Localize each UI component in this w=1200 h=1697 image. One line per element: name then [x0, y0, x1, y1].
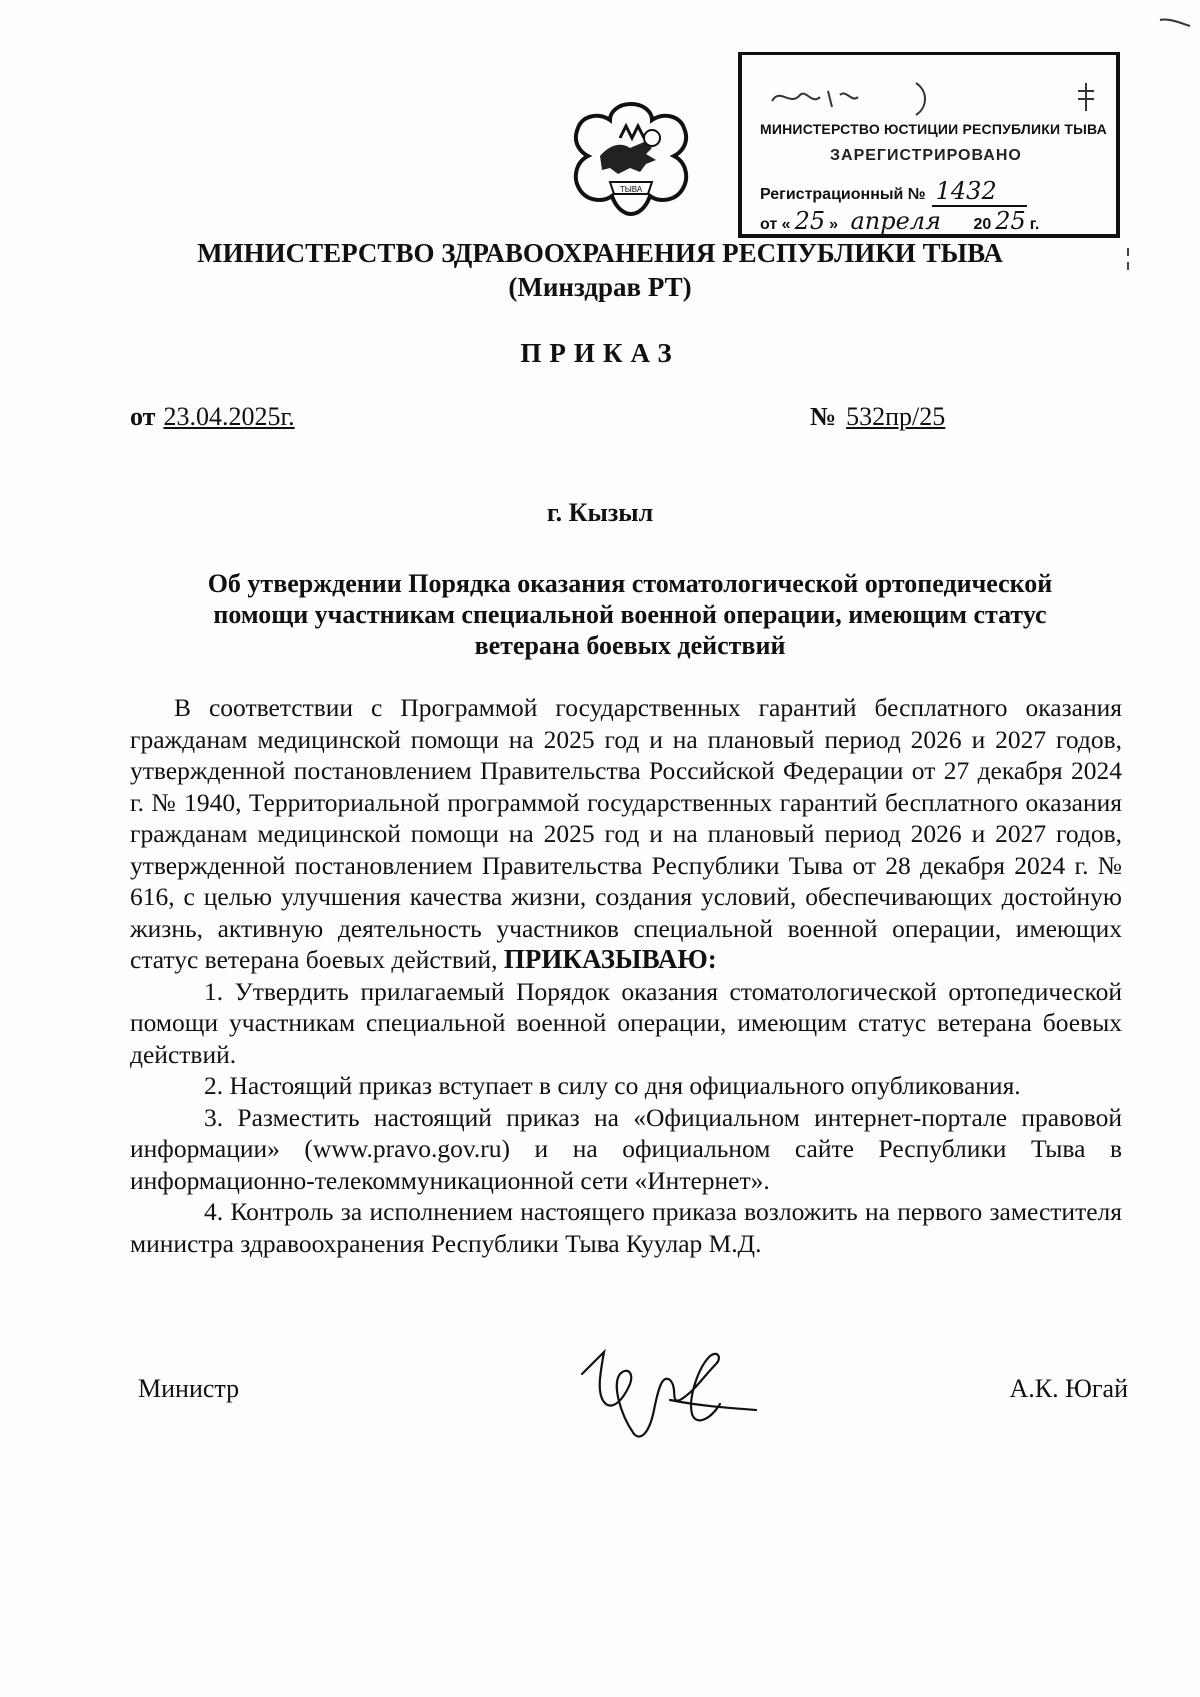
order-word: ПРИКАЗЫВАЮ: [503, 944, 717, 974]
stamp-reg-number: 1432 [932, 177, 1027, 207]
order-number-label: № [810, 402, 837, 431]
stamp-date-month: апреля [842, 207, 969, 237]
stamp-date-line [760, 207, 1039, 235]
stamp-date-day: 25 [791, 207, 830, 237]
stamp-date-prefix: от « [760, 216, 791, 233]
order-title: Об утверждении Порядка оказания стоматологической ортопедической помощи участникам специальной военной операции, имеющим статус ветерана боевых действий [207, 569, 1053, 660]
stamp-status: ЗАРЕГИСТРИРОВАНО [830, 147, 1022, 164]
order-body [130, 692, 1122, 1259]
city-label: г. Кызыл [546, 498, 654, 527]
stamp-org: МИНИСТЕРСТВО ЮСТИЦИИ РЕСПУБЛИКИ ТЫВА [760, 121, 1107, 137]
stamp-date-mid: » [829, 216, 839, 233]
ministry-short-name: (Минздрав РТ) [508, 272, 692, 302]
signatory-position: Министр [138, 1374, 240, 1403]
order-number-value: 532пр/25 [846, 402, 946, 431]
stamp-year-prefix: 20 [973, 216, 992, 233]
order-item-4: 4. Контроль за исполнением настоящего приказа возложить на первого заместителя министра здравоохранения Республики Тыва Куулар М.Д. [130, 1197, 1122, 1258]
edge-scan-mark [1126, 246, 1130, 272]
emblem-label: ТЫВА [619, 185, 643, 194]
handwritten-signature [570, 1334, 760, 1446]
order-date [130, 402, 295, 432]
stamp-date-suffix: г. [1029, 216, 1040, 233]
stamp-reg-label: Регистрационный № [760, 186, 926, 203]
order-date-value: 23.04.2025г. [163, 402, 295, 431]
order-number [810, 402, 945, 432]
order-date-label: от [130, 402, 156, 431]
ministry-heading: МИНИСТЕРСТВО ЗДРАВООХРАНЕНИЯ РЕСПУБЛИКИ ТЫВА [197, 238, 1003, 268]
order-item-1: 1. Утвердить прилагаемый Порядок оказания стоматологической ортопедической помощи участникам специальной военной операции, имеющим статус ветерана боевых действий. [130, 976, 1122, 1069]
registration-stamp [738, 52, 1120, 238]
corner-scan-mark [1158, 14, 1192, 32]
order-item-2: 2. Настоящий приказ вступает в силу со дня официального опубликования. [204, 1071, 1021, 1100]
signatory-name: А.К. Югай [1009, 1374, 1128, 1403]
order-item-3: 3. Разместить настоящий приказ на «Официальном интернет-портале правовой информации» (www.pravo.gov.ru) и на официальном сайте Республики Тыва в информационно-телекоммуникационной сети «Интернет». [130, 1102, 1122, 1195]
document-type-heading: ПРИКАЗ [520, 338, 680, 368]
preamble-text: В соответствии с Программой государственных гарантий бесплатного оказания гражданам медицинской помощи на 2025 год и на плановый период 2026 и 2027 годов, утвержденной постановлением Правительства Российской Федерации от 27 декабря 2024 г. № 1940, Территориальной программой государственных гарантий бесплатного оказания гражданам медицинской помощи на 2025 год и на плановый период 2026 и 2027 годов, утвержденной постановлением Правительства Республики Тыва от 28 декабря 2024 г. № 616, с целью улучшения качества жизни, создания условий, обеспечивающих достойную жизнь, активную деятельность участников специальной военной операции, имеющих статус ветерана боевых действий, [130, 693, 1122, 974]
stamp-year-suffix: 25 [991, 207, 1030, 237]
preamble-paragraph [130, 692, 1122, 976]
coat-of-arms-emblem [560, 98, 702, 218]
stamp-scribble [766, 77, 1116, 117]
stamp-reg-line [760, 177, 1027, 205]
